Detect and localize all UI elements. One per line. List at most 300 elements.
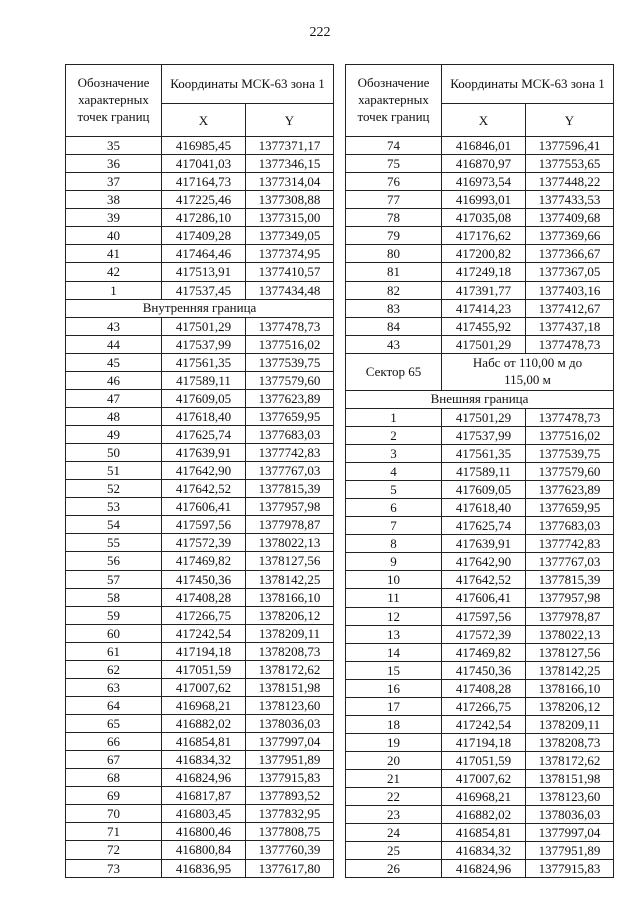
y-coordinate: 1377659,95 (246, 407, 334, 425)
table-row (66, 335, 334, 353)
x-coordinate: 417414,23 (442, 299, 526, 317)
y-coordinate: 1377767,03 (246, 462, 334, 480)
table-row (346, 191, 614, 209)
y-header: Y (246, 104, 334, 137)
y-coordinate: 1377623,89 (526, 481, 614, 499)
point-number: 38 (66, 191, 162, 209)
y-coordinate: 1378036,03 (526, 806, 614, 824)
table-row (346, 209, 614, 227)
x-coordinate: 417501,29 (162, 317, 246, 335)
x-coordinate: 416836,95 (162, 859, 246, 877)
y-coordinate: 1377957,98 (526, 589, 614, 607)
y-coordinate: 1378209,11 (526, 715, 614, 733)
point-number: 75 (346, 155, 442, 173)
coordinates-table-right (345, 64, 614, 878)
x-coordinate: 417561,35 (442, 444, 526, 462)
point-number: 12 (346, 607, 442, 625)
table-row (346, 426, 614, 444)
y-coordinate: 1378208,73 (526, 733, 614, 751)
point-number: 69 (66, 787, 162, 805)
point-number: 6 (346, 499, 442, 517)
table-row (66, 769, 334, 787)
x-header: X (162, 104, 246, 137)
point-number: 72 (66, 841, 162, 859)
table-row (66, 678, 334, 696)
y-coordinate: 1377478,73 (526, 335, 614, 353)
table-row (346, 137, 614, 155)
y-coordinate: 1377683,03 (246, 426, 334, 444)
point-number: 23 (346, 806, 442, 824)
outer-boundary-label: Внешняя граница (346, 390, 614, 408)
table-row (66, 462, 334, 480)
point-number: 65 (66, 715, 162, 733)
point-label-header: Обозначение характерных точек границ (66, 65, 162, 137)
y-coordinate: 1377978,87 (246, 516, 334, 534)
x-coordinate: 417609,05 (162, 389, 246, 407)
x-coordinate: 417572,39 (162, 534, 246, 552)
table-row (346, 679, 614, 697)
y-coordinate: 1377683,03 (526, 517, 614, 535)
x-coordinate: 417609,05 (442, 481, 526, 499)
y-coordinate: 1377957,98 (246, 498, 334, 516)
y-coordinate: 1377315,00 (246, 209, 334, 227)
point-number: 49 (66, 426, 162, 444)
y-coordinate: 1377951,89 (246, 751, 334, 769)
x-coordinate: 417589,11 (162, 371, 246, 389)
point-number: 15 (346, 661, 442, 679)
x-coordinate: 417051,59 (162, 660, 246, 678)
x-coordinate: 417625,74 (162, 426, 246, 444)
x-coordinate: 417618,40 (162, 407, 246, 425)
x-coordinate: 417408,28 (442, 679, 526, 697)
point-label-header: Обозначение характерных точек границ (346, 65, 442, 137)
x-coordinate: 416973,54 (442, 173, 526, 191)
table-row (66, 173, 334, 191)
x-coordinate: 417642,52 (442, 571, 526, 589)
point-number: 25 (346, 842, 442, 860)
table-row (66, 191, 334, 209)
x-coordinate: 416834,32 (162, 751, 246, 769)
table-row (346, 227, 614, 245)
table-row (66, 823, 334, 841)
x-coordinate: 417242,54 (162, 624, 246, 642)
point-number: 54 (66, 516, 162, 534)
table-row (66, 733, 334, 751)
point-number: 78 (346, 209, 442, 227)
table-row (66, 227, 334, 245)
point-number: 43 (66, 317, 162, 335)
y-coordinate: 1377760,39 (246, 841, 334, 859)
table-row (346, 245, 614, 263)
x-coordinate: 417642,90 (442, 553, 526, 571)
x-coordinate: 416800,84 (162, 841, 246, 859)
table-row (346, 860, 614, 878)
table-row (66, 570, 334, 588)
x-coordinate: 417501,29 (442, 408, 526, 426)
point-number: 46 (66, 371, 162, 389)
x-coordinate: 417266,75 (442, 697, 526, 715)
x-coordinate: 416968,21 (162, 696, 246, 714)
point-number: 7 (346, 517, 442, 535)
table-row (66, 480, 334, 498)
y-header: Y (526, 104, 614, 137)
y-coordinate: 1377434,48 (246, 281, 334, 299)
y-coordinate: 1377371,17 (246, 137, 334, 155)
y-coordinate: 1377369,66 (526, 227, 614, 245)
y-coordinate: 1378208,73 (246, 642, 334, 660)
point-number: 4 (346, 463, 442, 481)
coords-header: Координаты МСК-63 зона 1 (162, 65, 334, 104)
point-number: 59 (66, 606, 162, 624)
x-coordinate: 417513,91 (162, 263, 246, 281)
table-row (66, 787, 334, 805)
x-coordinate: 417225,46 (162, 191, 246, 209)
table-row (346, 715, 614, 733)
x-coordinate: 416824,96 (442, 860, 526, 878)
table-row (66, 371, 334, 389)
x-coordinate: 417597,56 (442, 607, 526, 625)
point-number: 45 (66, 353, 162, 371)
x-coordinate: 416846,01 (442, 137, 526, 155)
point-number: 62 (66, 660, 162, 678)
point-number: 50 (66, 444, 162, 462)
left-rows-a (66, 137, 334, 300)
table-row (66, 155, 334, 173)
y-coordinate: 1377314,04 (246, 173, 334, 191)
y-coordinate: 1378206,12 (246, 606, 334, 624)
y-coordinate: 1377579,60 (246, 371, 334, 389)
x-coordinate: 417469,82 (162, 552, 246, 570)
point-number: 5 (346, 481, 442, 499)
x-coordinate: 416824,96 (162, 769, 246, 787)
table-row (346, 806, 614, 824)
table-row (66, 407, 334, 425)
x-coordinate: 417639,91 (162, 444, 246, 462)
y-coordinate: 1377808,75 (246, 823, 334, 841)
point-number: 81 (346, 263, 442, 281)
y-coordinate: 1377579,60 (526, 463, 614, 481)
table-row (66, 606, 334, 624)
table-row (346, 733, 614, 751)
point-number: 11 (346, 589, 442, 607)
point-number: 66 (66, 733, 162, 751)
table-row (346, 661, 614, 679)
point-number: 83 (346, 299, 442, 317)
x-coordinate: 417286,10 (162, 209, 246, 227)
point-number: 20 (346, 752, 442, 770)
y-coordinate: 1377539,75 (246, 353, 334, 371)
point-number: 84 (346, 317, 442, 335)
table-row (346, 499, 614, 517)
point-number: 55 (66, 534, 162, 552)
point-number: 41 (66, 245, 162, 263)
x-coordinate: 417266,75 (162, 606, 246, 624)
y-coordinate: 1377349,05 (246, 227, 334, 245)
y-coordinate: 1377815,39 (246, 480, 334, 498)
x-coordinate: 417625,74 (442, 517, 526, 535)
point-number: 47 (66, 389, 162, 407)
y-coordinate: 1377478,73 (246, 317, 334, 335)
table-row (346, 535, 614, 553)
table-row (346, 408, 614, 426)
page-number: 222 (309, 25, 331, 40)
table-row (346, 842, 614, 860)
table-row (346, 481, 614, 499)
point-number: 73 (66, 859, 162, 877)
table-row (346, 281, 614, 299)
table-row (66, 516, 334, 534)
x-coordinate: 417249,18 (442, 263, 526, 281)
y-coordinate: 1378151,98 (526, 770, 614, 788)
y-coordinate: 1377978,87 (526, 607, 614, 625)
y-coordinate: 1377553,65 (526, 155, 614, 173)
point-number: 74 (346, 137, 442, 155)
table-row (346, 752, 614, 770)
x-coordinate: 417409,28 (162, 227, 246, 245)
y-coordinate: 1378127,56 (526, 643, 614, 661)
table-row (66, 859, 334, 877)
x-coordinate: 416870,97 (442, 155, 526, 173)
table-row (66, 389, 334, 407)
point-number: 26 (346, 860, 442, 878)
point-number: 80 (346, 245, 442, 263)
table-row (66, 281, 334, 299)
x-coordinate: 417561,35 (162, 353, 246, 371)
point-number: 39 (66, 209, 162, 227)
point-number: 35 (66, 137, 162, 155)
table-row (66, 209, 334, 227)
x-coordinate: 417176,62 (442, 227, 526, 245)
left-rows-b (66, 317, 334, 877)
x-coordinate: 417639,91 (442, 535, 526, 553)
point-number: 77 (346, 191, 442, 209)
point-number: 21 (346, 770, 442, 788)
point-number: 24 (346, 824, 442, 842)
point-number: 68 (66, 769, 162, 787)
y-coordinate: 1378142,25 (246, 570, 334, 588)
point-number: 43 (346, 335, 442, 353)
y-coordinate: 1377516,02 (246, 335, 334, 353)
x-coordinate: 417642,52 (162, 480, 246, 498)
x-coordinate: 417469,82 (442, 643, 526, 661)
point-number: 1 (66, 281, 162, 299)
y-coordinate: 1377412,67 (526, 299, 614, 317)
table-row (346, 607, 614, 625)
point-number: 71 (66, 823, 162, 841)
table-row (66, 805, 334, 823)
x-coordinate: 417589,11 (442, 463, 526, 481)
table-row (346, 697, 614, 715)
y-coordinate: 1377832,95 (246, 805, 334, 823)
y-coordinate: 1377659,95 (526, 499, 614, 517)
point-number: 36 (66, 155, 162, 173)
y-coordinate: 1377742,83 (246, 444, 334, 462)
y-coordinate: 1377437,18 (526, 317, 614, 335)
table-row (66, 751, 334, 769)
y-coordinate: 1377915,83 (246, 769, 334, 787)
x-coordinate: 416817,87 (162, 787, 246, 805)
x-coordinate: 417597,56 (162, 516, 246, 534)
x-coordinate: 417194,18 (442, 733, 526, 751)
point-number: 79 (346, 227, 442, 245)
y-coordinate: 1377478,73 (526, 408, 614, 426)
point-number: 40 (66, 227, 162, 245)
x-coordinate: 417618,40 (442, 499, 526, 517)
x-coordinate: 417041,03 (162, 155, 246, 173)
point-number: 16 (346, 679, 442, 697)
y-coordinate: 1378172,62 (246, 660, 334, 678)
y-coordinate: 1378036,03 (246, 715, 334, 733)
x-coordinate: 417035,08 (442, 209, 526, 227)
y-coordinate: 1377951,89 (526, 842, 614, 860)
table-row (66, 534, 334, 552)
table-row (346, 463, 614, 481)
point-number: 37 (66, 173, 162, 191)
point-number: 18 (346, 715, 442, 733)
x-coordinate: 417200,82 (442, 245, 526, 263)
x-coordinate: 417537,45 (162, 281, 246, 299)
point-number: 17 (346, 697, 442, 715)
y-coordinate: 1378206,12 (526, 697, 614, 715)
x-coordinate: 417007,62 (442, 770, 526, 788)
x-coordinate: 417537,99 (442, 426, 526, 444)
y-coordinate: 1377403,16 (526, 281, 614, 299)
point-number: 2 (346, 426, 442, 444)
y-coordinate: 1378123,60 (526, 788, 614, 806)
table-row (66, 137, 334, 155)
table-row (66, 660, 334, 678)
x-coordinate: 416854,81 (442, 824, 526, 842)
x-coordinate: 416985,45 (162, 137, 246, 155)
y-coordinate: 1377448,22 (526, 173, 614, 191)
y-coordinate: 1378127,56 (246, 552, 334, 570)
point-number: 14 (346, 643, 442, 661)
table-row (66, 642, 334, 660)
point-number: 67 (66, 751, 162, 769)
table-row (346, 643, 614, 661)
point-number: 76 (346, 173, 442, 191)
point-number: 64 (66, 696, 162, 714)
sector-label: Сектор 65 (346, 353, 442, 390)
inner-boundary-label: Внутренняя граница (66, 299, 334, 317)
right-rows-a (346, 137, 614, 354)
point-number: 60 (66, 624, 162, 642)
x-coordinate: 417242,54 (442, 715, 526, 733)
y-coordinate: 1377893,52 (246, 787, 334, 805)
table-row (346, 589, 614, 607)
table-row (346, 824, 614, 842)
point-number: 63 (66, 678, 162, 696)
x-coordinate: 417408,28 (162, 588, 246, 606)
coordinates-table-left (65, 64, 334, 878)
x-coordinate: 416803,45 (162, 805, 246, 823)
table-row (346, 770, 614, 788)
coords-header: Координаты МСК-63 зона 1 (442, 65, 614, 104)
table-row (66, 552, 334, 570)
y-coordinate: 1377915,83 (526, 860, 614, 878)
y-coordinate: 1378166,10 (526, 679, 614, 697)
table-row (346, 173, 614, 191)
point-number: 9 (346, 553, 442, 571)
y-coordinate: 1377367,05 (526, 263, 614, 281)
table-row (346, 155, 614, 173)
point-number: 48 (66, 407, 162, 425)
x-coordinate: 416968,21 (442, 788, 526, 806)
x-coordinate: 416993,01 (442, 191, 526, 209)
x-coordinate: 416882,02 (442, 806, 526, 824)
y-coordinate: 1378022,13 (526, 625, 614, 643)
point-number: 44 (66, 335, 162, 353)
point-number: 19 (346, 733, 442, 751)
table-row (66, 715, 334, 733)
x-coordinate: 416800,46 (162, 823, 246, 841)
table-row (66, 353, 334, 371)
x-header: X (442, 104, 526, 137)
table-row (346, 571, 614, 589)
y-coordinate: 1378172,62 (526, 752, 614, 770)
point-number: 82 (346, 281, 442, 299)
point-number: 53 (66, 498, 162, 516)
y-coordinate: 1377539,75 (526, 444, 614, 462)
x-coordinate: 417194,18 (162, 642, 246, 660)
table-row (346, 553, 614, 571)
x-coordinate: 417501,29 (442, 335, 526, 353)
y-coordinate: 1378151,98 (246, 678, 334, 696)
y-coordinate: 1377617,80 (246, 859, 334, 877)
table-row (66, 245, 334, 263)
point-number: 58 (66, 588, 162, 606)
x-coordinate: 417450,36 (162, 570, 246, 588)
y-coordinate: 1377410,57 (246, 263, 334, 281)
x-coordinate: 417051,59 (442, 752, 526, 770)
y-coordinate: 1377997,04 (246, 733, 334, 751)
y-coordinate: 1378209,11 (246, 624, 334, 642)
point-number: 42 (66, 263, 162, 281)
point-number: 22 (346, 788, 442, 806)
y-coordinate: 1378022,13 (246, 534, 334, 552)
y-coordinate: 1377815,39 (526, 571, 614, 589)
table-row (346, 263, 614, 281)
x-coordinate: 417455,92 (442, 317, 526, 335)
table-row (66, 263, 334, 281)
table-row (66, 444, 334, 462)
x-coordinate: 417464,46 (162, 245, 246, 263)
y-coordinate: 1377366,67 (526, 245, 614, 263)
table-row (346, 517, 614, 535)
point-number: 13 (346, 625, 442, 643)
table-row (66, 624, 334, 642)
table-row (346, 317, 614, 335)
x-coordinate: 417391,77 (442, 281, 526, 299)
point-number: 1 (346, 408, 442, 426)
y-coordinate: 1377767,03 (526, 553, 614, 571)
x-coordinate: 417007,62 (162, 678, 246, 696)
x-coordinate: 416834,32 (442, 842, 526, 860)
point-number: 52 (66, 480, 162, 498)
y-coordinate: 1377742,83 (526, 535, 614, 553)
sector-value: Набс от 110,00 м до 115,00 м (442, 353, 614, 390)
y-coordinate: 1377623,89 (246, 389, 334, 407)
right-rows-b (346, 408, 614, 878)
point-number: 3 (346, 444, 442, 462)
y-coordinate: 1377516,02 (526, 426, 614, 444)
table-row (346, 788, 614, 806)
x-coordinate: 417606,41 (442, 589, 526, 607)
table-row (66, 588, 334, 606)
x-coordinate: 417606,41 (162, 498, 246, 516)
y-coordinate: 1377346,15 (246, 155, 334, 173)
x-coordinate: 417572,39 (442, 625, 526, 643)
